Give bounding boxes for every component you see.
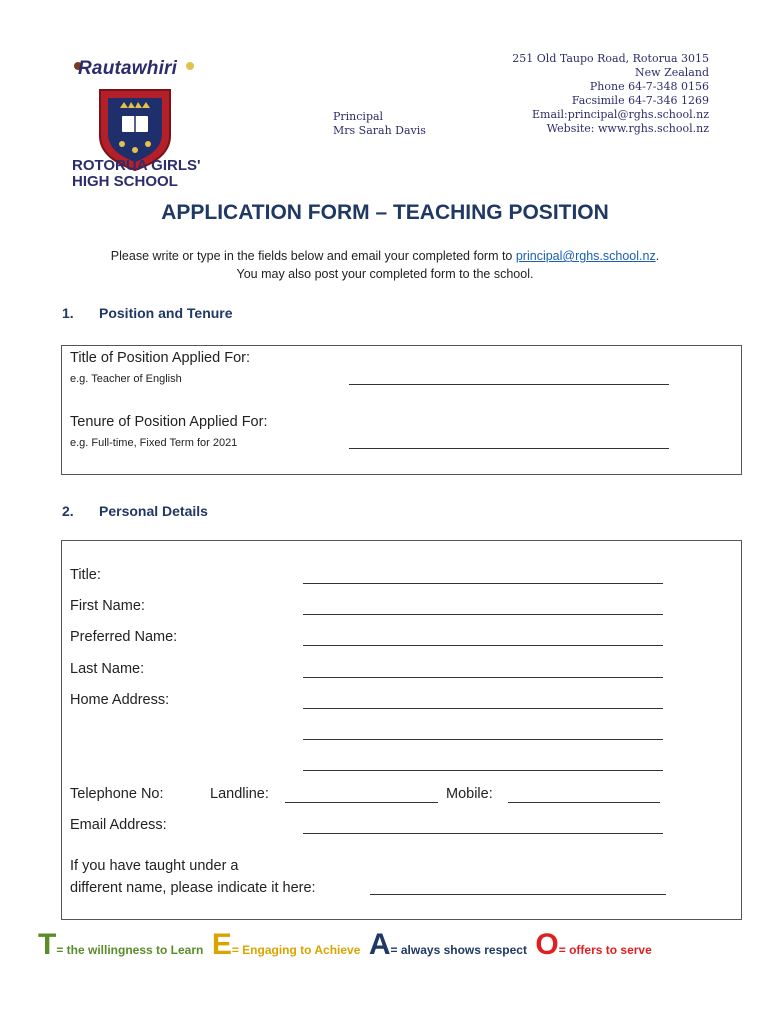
email-field[interactable] [303,833,663,834]
home-address-field-line1[interactable] [303,708,663,709]
home-address-field-line2[interactable] [303,739,663,740]
form-intro [0,247,770,283]
school-name [72,158,201,190]
motto-e-letter: E [211,928,232,961]
tenure-label: Tenure of Position Applied For: [70,414,268,430]
logo-wordmark: Rautawhiri [78,58,178,79]
principal-title: Principal [333,110,384,123]
intro-period: . [655,249,660,263]
principal-email-link[interactable]: principal@rghs.school.nz [515,249,656,263]
last-name-label: Last Name: [70,661,145,677]
telephone-label: Telephone No: [70,786,164,802]
motto-o-text: = offers to serve [558,943,652,957]
school-address [512,52,709,136]
website-line: Website: www.rghs.school.nz [546,122,709,135]
school-motto [38,928,652,962]
section1-title: Position and Tenure [99,305,233,321]
phone-line: Phone 64-7-348 0156 [589,80,709,93]
school-name-line2: HIGH SCHOOL [72,173,178,190]
last-name-field[interactable] [303,677,663,678]
other-name-field[interactable] [370,894,666,895]
landline-label: Landline: [210,786,269,802]
tenure-hint: e.g. Full-time, Fixed Term for 2021 [70,437,238,449]
position-title-label: Title of Position Applied For: [70,350,250,366]
preferred-name-label: Preferred Name: [70,629,178,645]
motto-e-text: = Engaging to Achieve [231,943,361,957]
motto-o-letter: O [535,928,559,961]
tenure-field[interactable] [349,448,669,449]
home-address-field-line3[interactable] [303,770,663,771]
title-label: Title: [70,567,101,583]
first-name-field[interactable] [303,614,663,615]
mobile-label: Mobile: [446,786,493,802]
principal-block [333,110,426,138]
position-title-field[interactable] [349,384,669,385]
first-name-label: First Name: [70,598,145,614]
preferred-name-field[interactable] [303,645,663,646]
position-title-hint: e.g. Teacher of English [70,373,182,385]
mobile-field[interactable] [508,802,660,803]
section2-title: Personal Details [99,503,208,519]
address-line: 251 Old Taupo Road, Rotorua 3015 [512,52,709,65]
principal-name: Mrs Sarah Davis [333,124,426,137]
email-label: Email Address: [70,817,167,833]
other-name-label-line1: If you have taught under a [70,858,239,874]
motto-t-letter: T [38,928,57,961]
intro-text: Please write or type in the fields below and email your completed form to [110,249,516,263]
home-address-label: Home Address: [70,692,170,708]
school-name-line1: ROTORUA GIRLS' [72,157,201,174]
motto-a-text: = always shows respect [390,943,527,957]
title-field[interactable] [303,583,663,584]
form-title: APPLICATION FORM – TEACHING POSITION [161,201,609,224]
motto-a-letter: A [368,928,391,961]
landline-field[interactable] [285,802,438,803]
other-name-label-line2: different name, please indicate it here: [70,880,316,896]
section1-number: 1. [62,305,74,321]
email-line: Email:principal@rghs.school.nz [531,108,709,121]
address-line: New Zealand [635,66,709,79]
section2-number: 2. [62,503,74,519]
motto-t-text: = the willingness to Learn [56,943,204,957]
intro-line2: You may also post your completed form to the school. [236,267,534,281]
fax-line: Facsimile 64-7-346 1269 [571,94,709,107]
